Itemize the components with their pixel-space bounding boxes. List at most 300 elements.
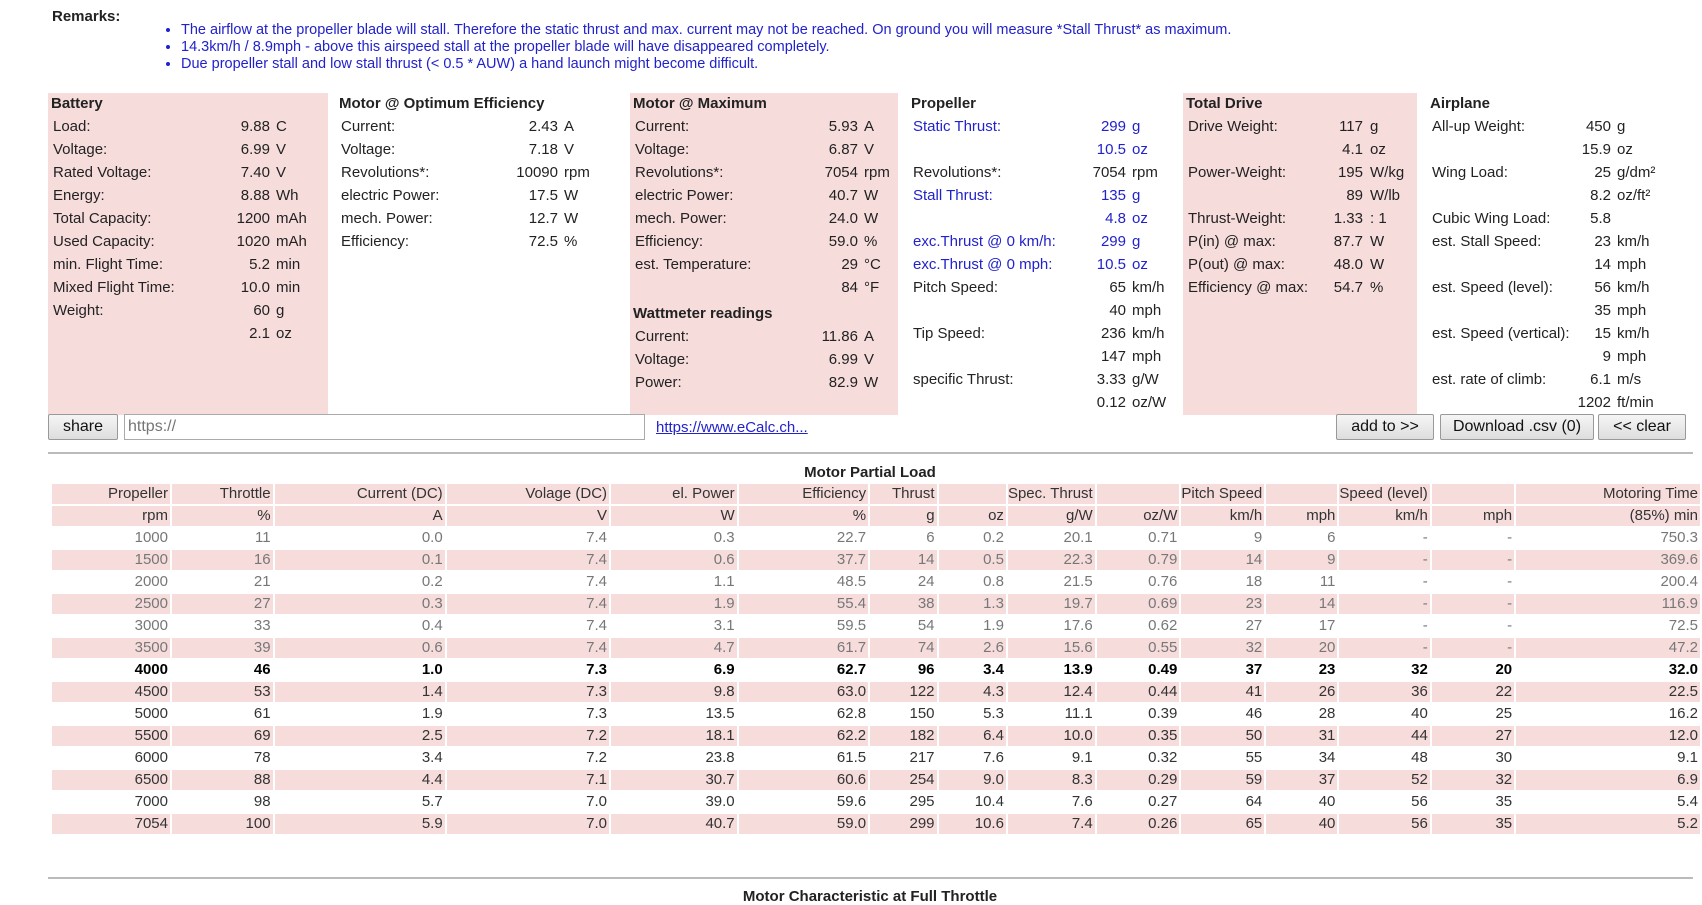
table-cell: 7.6 xyxy=(1008,792,1095,812)
stat-value: 1200 xyxy=(236,210,270,227)
stat-unit: W xyxy=(864,210,879,227)
table-cell: 30.7 xyxy=(611,770,737,790)
table-cell: 22.7 xyxy=(739,528,868,548)
stat-row xyxy=(630,348,898,371)
stat-label: mech. Power: xyxy=(635,210,727,227)
table-cell: 5000 xyxy=(52,704,170,724)
table-row xyxy=(52,550,1700,570)
stat-label[interactable]: Stall Thrust: xyxy=(913,187,993,204)
table-cell: 2.5 xyxy=(275,726,445,746)
table-cell: 369.6 xyxy=(1516,550,1700,570)
table-cell: 64 xyxy=(1181,792,1264,812)
stat-row xyxy=(336,161,606,184)
table-cell: 59.5 xyxy=(739,616,868,636)
stat-value: 117 xyxy=(1339,118,1363,135)
stat-unit: g xyxy=(1132,233,1141,250)
stat-value: 60 xyxy=(253,302,270,319)
battery-panel xyxy=(48,93,328,415)
table-cell: - xyxy=(1339,550,1429,570)
stat-value: 87.7 xyxy=(1333,233,1363,250)
table-cell: 7.4 xyxy=(1008,814,1095,834)
stat-value: 5.2 xyxy=(249,256,270,273)
stat-label: Revolutions*: xyxy=(635,164,724,181)
stat-value: 1.33 xyxy=(1333,210,1363,227)
stat-row xyxy=(908,161,1172,184)
stat-unit: A xyxy=(864,118,875,135)
total-drive-panel xyxy=(1183,93,1417,415)
table-cell: 5.9 xyxy=(275,814,445,834)
stat-unit: V xyxy=(276,164,287,181)
table-cell: 6.9 xyxy=(1516,770,1700,790)
stat-label: Tip Speed: xyxy=(913,325,985,342)
table-cell: 0.3 xyxy=(611,528,737,548)
stat-unit: oz/ft² xyxy=(1617,187,1651,204)
table-cell: 63.0 xyxy=(739,682,868,702)
stat-row xyxy=(1183,276,1417,299)
table-cell: 6.4 xyxy=(939,726,1006,746)
partial-load-title: Motor Partial Load xyxy=(804,464,936,481)
table-cell: 47.2 xyxy=(1516,638,1700,658)
table-cell: 23 xyxy=(1266,660,1337,680)
table-row xyxy=(52,616,1700,636)
stat-label: Energy: xyxy=(53,187,105,204)
stat-row xyxy=(1183,207,1417,230)
table-header-cell: Propeller xyxy=(52,484,170,504)
stat-label: est. rate of climb: xyxy=(1432,371,1547,388)
table-header-cell: Thrust xyxy=(870,484,936,504)
stat-row xyxy=(48,299,328,322)
table-cell: 21 xyxy=(172,572,273,592)
airplane-title: Airplane xyxy=(1430,95,1491,112)
table-cell: 0.71 xyxy=(1097,528,1180,548)
table-cell: 37 xyxy=(1181,660,1264,680)
stat-label: Load: xyxy=(53,118,91,135)
table-cell: 0.26 xyxy=(1097,814,1180,834)
table-cell: 16.2 xyxy=(1516,704,1700,724)
stat-unit: % xyxy=(564,233,578,250)
stat-unit: W xyxy=(564,187,579,204)
table-cell: - xyxy=(1432,572,1514,592)
table-header-cell xyxy=(1266,484,1337,504)
stat-value: 89 xyxy=(1346,187,1363,204)
table-cell: 50 xyxy=(1181,726,1264,746)
stat-value: 23 xyxy=(1594,233,1611,250)
table-cell: 9 xyxy=(1266,550,1337,570)
stat-label: Voltage: xyxy=(635,141,690,158)
table-cell: 0.35 xyxy=(1097,726,1180,746)
table-cell: - xyxy=(1432,550,1514,570)
table-cell: 88 xyxy=(172,770,273,790)
table-header-cell: Pitch Speed xyxy=(1181,485,1263,502)
table-cell: 60.6 xyxy=(739,770,868,790)
stat-unit: oz xyxy=(1370,141,1386,158)
table-cell: 61 xyxy=(172,704,273,724)
stat-unit: g xyxy=(1370,118,1379,135)
stat-label: Voltage: xyxy=(53,141,108,158)
stat-value: 35 xyxy=(1594,302,1611,319)
table-cell: 7054 xyxy=(52,814,170,834)
table-cell: 1.0 xyxy=(275,660,445,680)
stat-unit: rpm xyxy=(864,164,890,181)
table-header-cell: el. Power xyxy=(611,484,737,504)
stat-value: 59.0 xyxy=(828,233,858,250)
stat-unit: g xyxy=(1132,118,1141,135)
table-cell: 7.0 xyxy=(447,792,609,812)
stat-unit: rpm xyxy=(564,164,590,181)
stat-value: 7.18 xyxy=(528,141,558,158)
stat-row xyxy=(48,207,328,230)
table-cell: 4.4 xyxy=(275,770,445,790)
table-cell: 69 xyxy=(172,726,273,746)
table-cell: 0.8 xyxy=(939,572,1006,592)
stat-value: 5.93 xyxy=(828,118,858,135)
motor-maximum-title: Motor @ Maximum xyxy=(633,95,767,112)
table-cell: 0.79 xyxy=(1097,550,1180,570)
table-cell: 7.1 xyxy=(447,770,609,790)
table-cell: 5500 xyxy=(52,726,170,746)
stat-unit: oz xyxy=(1132,210,1148,227)
table-cell: 22 xyxy=(1432,682,1514,702)
table-header-cell: Volage (DC) xyxy=(447,484,609,504)
table-cell: 17 xyxy=(1266,616,1337,636)
table-cell: 4000 xyxy=(52,660,170,680)
motor-maximum-panel xyxy=(630,93,898,415)
table-cell: 27 xyxy=(1181,616,1264,636)
stat-label[interactable]: exc.Thrust @ 0 mph: xyxy=(913,256,1053,273)
total-drive-title: Total Drive xyxy=(1186,95,1263,112)
add-to-button[interactable]: add to >> xyxy=(1336,414,1434,440)
table-cell: 14 xyxy=(1181,550,1264,570)
table-cell: 35 xyxy=(1432,792,1514,812)
table-cell: 0.6 xyxy=(275,638,445,658)
stat-row xyxy=(630,115,898,138)
stat-row xyxy=(48,253,328,276)
table-cell: 3000 xyxy=(52,616,170,636)
stat-unit: mph xyxy=(1132,348,1162,365)
stat-row xyxy=(48,230,328,253)
table-cell: 40 xyxy=(1339,704,1429,724)
stat-value: 82.9 xyxy=(828,374,858,391)
table-cell: 48.5 xyxy=(739,572,868,592)
table-cell: - xyxy=(1432,616,1514,636)
table-row xyxy=(52,704,1700,724)
stat-value: 299 xyxy=(1100,233,1126,250)
table-cell: 7.2 xyxy=(447,726,609,746)
table-cell: 55.4 xyxy=(739,594,868,614)
stat-unit: A xyxy=(864,328,875,345)
stat-unit: oz xyxy=(1132,141,1148,158)
stat-value: 6.87 xyxy=(828,141,858,158)
stat-unit: V xyxy=(864,141,875,158)
table-cell: 22.5 xyxy=(1516,682,1700,702)
table-cell: 27 xyxy=(172,594,273,614)
stat-value: 8.88 xyxy=(240,187,270,204)
motor-optimum-title: Motor @ Optimum Efficiency xyxy=(339,95,545,112)
characteristic-title: Motor Characteristic at Full Throttle xyxy=(742,888,998,905)
stat-unit: W/kg xyxy=(1370,164,1405,181)
battery-title: Battery xyxy=(51,95,103,112)
stat-unit: V xyxy=(864,351,875,368)
stat-value: 2.43 xyxy=(528,118,558,135)
table-cell: 150 xyxy=(870,704,936,724)
stat-unit: A xyxy=(564,118,575,135)
stat-label: Wing Load: xyxy=(1432,164,1508,181)
table-cell: 7.6 xyxy=(939,748,1006,768)
stat-row xyxy=(1427,368,1689,391)
stat-value: 147 xyxy=(1100,348,1126,365)
table-cell: 23.8 xyxy=(611,748,737,768)
stat-unit: V xyxy=(276,141,287,158)
stat-value: 10090 xyxy=(516,164,558,181)
table-cell: 59.6 xyxy=(739,792,868,812)
stat-row xyxy=(630,276,898,299)
stat-value: 1202 xyxy=(1577,394,1611,411)
table-cell: 1.9 xyxy=(275,704,445,724)
table-header-cell: Throttle xyxy=(172,484,273,504)
remark-item: • 14.3km/h / 8.9mph - above this airspeed stall at the propeller blade will have disappeared completely. xyxy=(181,39,1231,56)
stat-value: 9 xyxy=(1602,348,1611,365)
stat-unit: mAh xyxy=(276,210,307,227)
table-cell: 14 xyxy=(1266,594,1337,614)
stat-row xyxy=(908,368,1172,391)
stat-unit: : 1 xyxy=(1370,210,1387,227)
table-cell: 4500 xyxy=(52,682,170,702)
table-header-cell: Current (DC) xyxy=(275,484,445,504)
table-cell: - xyxy=(1339,528,1429,548)
stat-value: 54.7 xyxy=(1333,279,1363,296)
table-header-cell: W xyxy=(611,506,737,526)
stat-label: Revolutions*: xyxy=(341,164,430,181)
clear-button[interactable]: << clear xyxy=(1598,414,1686,440)
table-cell: 55 xyxy=(1181,748,1264,768)
table-row xyxy=(52,572,1700,592)
stat-value: 135 xyxy=(1100,187,1126,204)
stat-unit: V xyxy=(564,141,575,158)
table-header-row xyxy=(52,484,1700,504)
stat-unit: Wh xyxy=(276,187,299,204)
table-cell: 21.5 xyxy=(1008,572,1095,592)
table-cell: 0.5 xyxy=(939,550,1006,570)
stat-label: Current: xyxy=(341,118,396,135)
stat-row xyxy=(630,230,898,253)
stat-row xyxy=(908,115,1172,138)
table-cell: 33 xyxy=(172,616,273,636)
table-cell: - xyxy=(1432,528,1514,548)
table-cell: 1.3 xyxy=(939,594,1006,614)
table-header-cell: oz/W xyxy=(1097,506,1180,526)
stat-row xyxy=(336,138,606,161)
stat-label: Efficiency: xyxy=(341,233,410,250)
stat-row xyxy=(630,184,898,207)
stat-row xyxy=(336,184,606,207)
table-cell: 7.3 xyxy=(447,660,609,680)
table-header-cell: km/h xyxy=(1181,506,1264,526)
table-cell: 46 xyxy=(172,660,273,680)
stat-row xyxy=(908,322,1172,345)
stat-unit: mph xyxy=(1617,348,1647,365)
table-cell: 37 xyxy=(1266,770,1337,790)
stat-row xyxy=(1183,230,1417,253)
stat-row xyxy=(1183,138,1417,161)
table-cell: 6.9 xyxy=(611,660,737,680)
table-cell: 59 xyxy=(1181,770,1264,790)
divider xyxy=(48,877,1693,879)
stat-unit: min xyxy=(276,256,301,273)
stat-unit: °C xyxy=(864,256,881,273)
table-row xyxy=(52,770,1700,790)
table-cell: 1500 xyxy=(52,550,170,570)
table-cell: 0.3 xyxy=(275,594,445,614)
motor-optimum-panel xyxy=(336,93,606,415)
table-header-cell: V xyxy=(447,506,609,526)
table-row xyxy=(52,792,1700,812)
table-cell: - xyxy=(1339,638,1429,658)
table-cell: 217 xyxy=(870,748,936,768)
table-cell: 20 xyxy=(1266,638,1337,658)
stat-unit: m/s xyxy=(1617,371,1642,388)
table-row xyxy=(52,682,1700,702)
table-cell: 5.2 xyxy=(1516,814,1700,834)
stat-label: All-up Weight: xyxy=(1432,118,1526,135)
table-cell: 16 xyxy=(172,550,273,570)
remark-item: • Due propeller stall and low stall thrust (< 0.5 * AUW) a hand launch might become difficult. xyxy=(181,56,1231,73)
table-cell: 41 xyxy=(1181,682,1264,702)
table-cell: 6 xyxy=(870,528,936,548)
stat-value: 7054 xyxy=(1092,164,1126,181)
table-cell: 32 xyxy=(1432,770,1514,790)
stat-unit: W xyxy=(864,374,879,391)
stat-row xyxy=(1427,184,1689,207)
stat-row xyxy=(630,138,898,161)
stat-label: Efficiency: xyxy=(635,233,704,250)
stat-label[interactable]: exc.Thrust @ 0 km/h: xyxy=(913,233,1056,250)
stat-label: Current: xyxy=(635,328,690,345)
table-cell: 100 xyxy=(172,814,273,834)
table-cell: 0.6 xyxy=(611,550,737,570)
table-cell: 39.0 xyxy=(611,792,737,812)
table-cell: 62.8 xyxy=(739,704,868,724)
table-cell: 0.69 xyxy=(1097,594,1180,614)
table-cell: 98 xyxy=(172,792,273,812)
table-cell: 295 xyxy=(870,792,936,812)
table-cell: 2000 xyxy=(52,572,170,592)
table-cell: 5.4 xyxy=(1516,792,1700,812)
stat-unit: oz xyxy=(1617,141,1633,158)
stat-value: 6.99 xyxy=(240,141,270,158)
stat-row xyxy=(630,207,898,230)
stat-value: 7054 xyxy=(824,164,858,181)
stat-label: Pitch Speed: xyxy=(913,279,999,296)
stat-row xyxy=(1427,345,1689,368)
table-cell: 0.1 xyxy=(275,550,445,570)
divider xyxy=(48,452,1693,454)
table-cell: 48 xyxy=(1339,748,1429,768)
table-cell: 7.2 xyxy=(447,748,609,768)
table-cell: 0.55 xyxy=(1097,638,1180,658)
stat-label: Revolutions*: xyxy=(913,164,1002,181)
table-cell: 10.6 xyxy=(939,814,1006,834)
stat-unit: g xyxy=(1132,187,1141,204)
stat-label: min. Flight Time: xyxy=(53,256,164,273)
stat-label: Current: xyxy=(635,118,690,135)
table-cell: 54 xyxy=(870,616,936,636)
table-cell: 0.49 xyxy=(1097,660,1180,680)
table-cell: 52 xyxy=(1339,770,1429,790)
table-cell: - xyxy=(1339,572,1429,592)
table-cell: 32 xyxy=(1339,660,1429,680)
table-cell: 9.1 xyxy=(1008,748,1095,768)
table-cell: 20 xyxy=(1432,660,1514,680)
download-csv-button[interactable]: Download .csv (0) xyxy=(1440,414,1594,440)
table-cell: 18.1 xyxy=(611,726,737,746)
table-cell: 7.4 xyxy=(447,594,609,614)
table-header-cell: mph xyxy=(1432,506,1514,526)
stat-value: 2.1 xyxy=(249,325,270,342)
stat-row xyxy=(1427,322,1689,345)
table-cell: 12.0 xyxy=(1516,726,1700,746)
stat-row xyxy=(630,371,898,394)
stat-row xyxy=(48,161,328,184)
stat-value: 14 xyxy=(1594,256,1611,273)
table-header-cell: Speed (level) xyxy=(1339,485,1428,502)
table-header-cell xyxy=(1432,484,1514,504)
table-cell: 9.1 xyxy=(1516,748,1700,768)
stat-value: 72.5 xyxy=(528,233,558,250)
table-cell: 750.3 xyxy=(1516,528,1700,548)
stat-row xyxy=(336,230,606,253)
table-cell: 5.3 xyxy=(939,704,1006,724)
stat-unit: km/h xyxy=(1132,325,1165,342)
table-cell: 116.9 xyxy=(1516,594,1700,614)
table-cell: 9.8 xyxy=(611,682,737,702)
table-cell: 0.44 xyxy=(1097,682,1180,702)
table-cell: 24 xyxy=(870,572,936,592)
stat-value: 3.33 xyxy=(1096,371,1126,388)
table-cell: 9 xyxy=(1181,528,1264,548)
table-cell: 1.9 xyxy=(611,594,737,614)
stat-value: 9.88 xyxy=(240,118,270,135)
table-cell: 37.7 xyxy=(739,550,868,570)
share-button[interactable]: share xyxy=(48,414,118,440)
table-cell: 56 xyxy=(1339,792,1429,812)
table-cell: 11 xyxy=(172,528,273,548)
stat-value: 4.8 xyxy=(1105,210,1126,227)
table-cell: 0.2 xyxy=(275,572,445,592)
stat-row xyxy=(1427,138,1689,161)
stat-value: 195 xyxy=(1337,164,1363,181)
stat-unit: g xyxy=(1617,118,1626,135)
airplane-panel xyxy=(1427,93,1689,415)
stat-row xyxy=(630,325,898,348)
propeller-title: Propeller xyxy=(911,95,977,112)
stat-unit: ft/min xyxy=(1617,394,1654,411)
table-cell: 27 xyxy=(1432,726,1514,746)
stat-label[interactable]: Static Thrust: xyxy=(913,118,1002,135)
stat-value: 10.5 xyxy=(1096,141,1126,158)
stat-label: est. Stall Speed: xyxy=(1432,233,1542,250)
table-cell: 15.6 xyxy=(1008,638,1095,658)
url-input[interactable] xyxy=(124,414,645,440)
table-cell: 3.4 xyxy=(275,748,445,768)
stat-unit: g/W xyxy=(1132,371,1159,388)
table-cell: 40 xyxy=(1266,814,1337,834)
partial-load-table xyxy=(50,482,1702,836)
stat-label: specific Thrust: xyxy=(913,371,1014,388)
ecalc-link[interactable]: https://www.eCalc.ch... xyxy=(656,419,808,436)
table-cell: 19.7 xyxy=(1008,594,1095,614)
stat-unit: km/h xyxy=(1132,279,1165,296)
table-cell: 299 xyxy=(870,814,936,834)
